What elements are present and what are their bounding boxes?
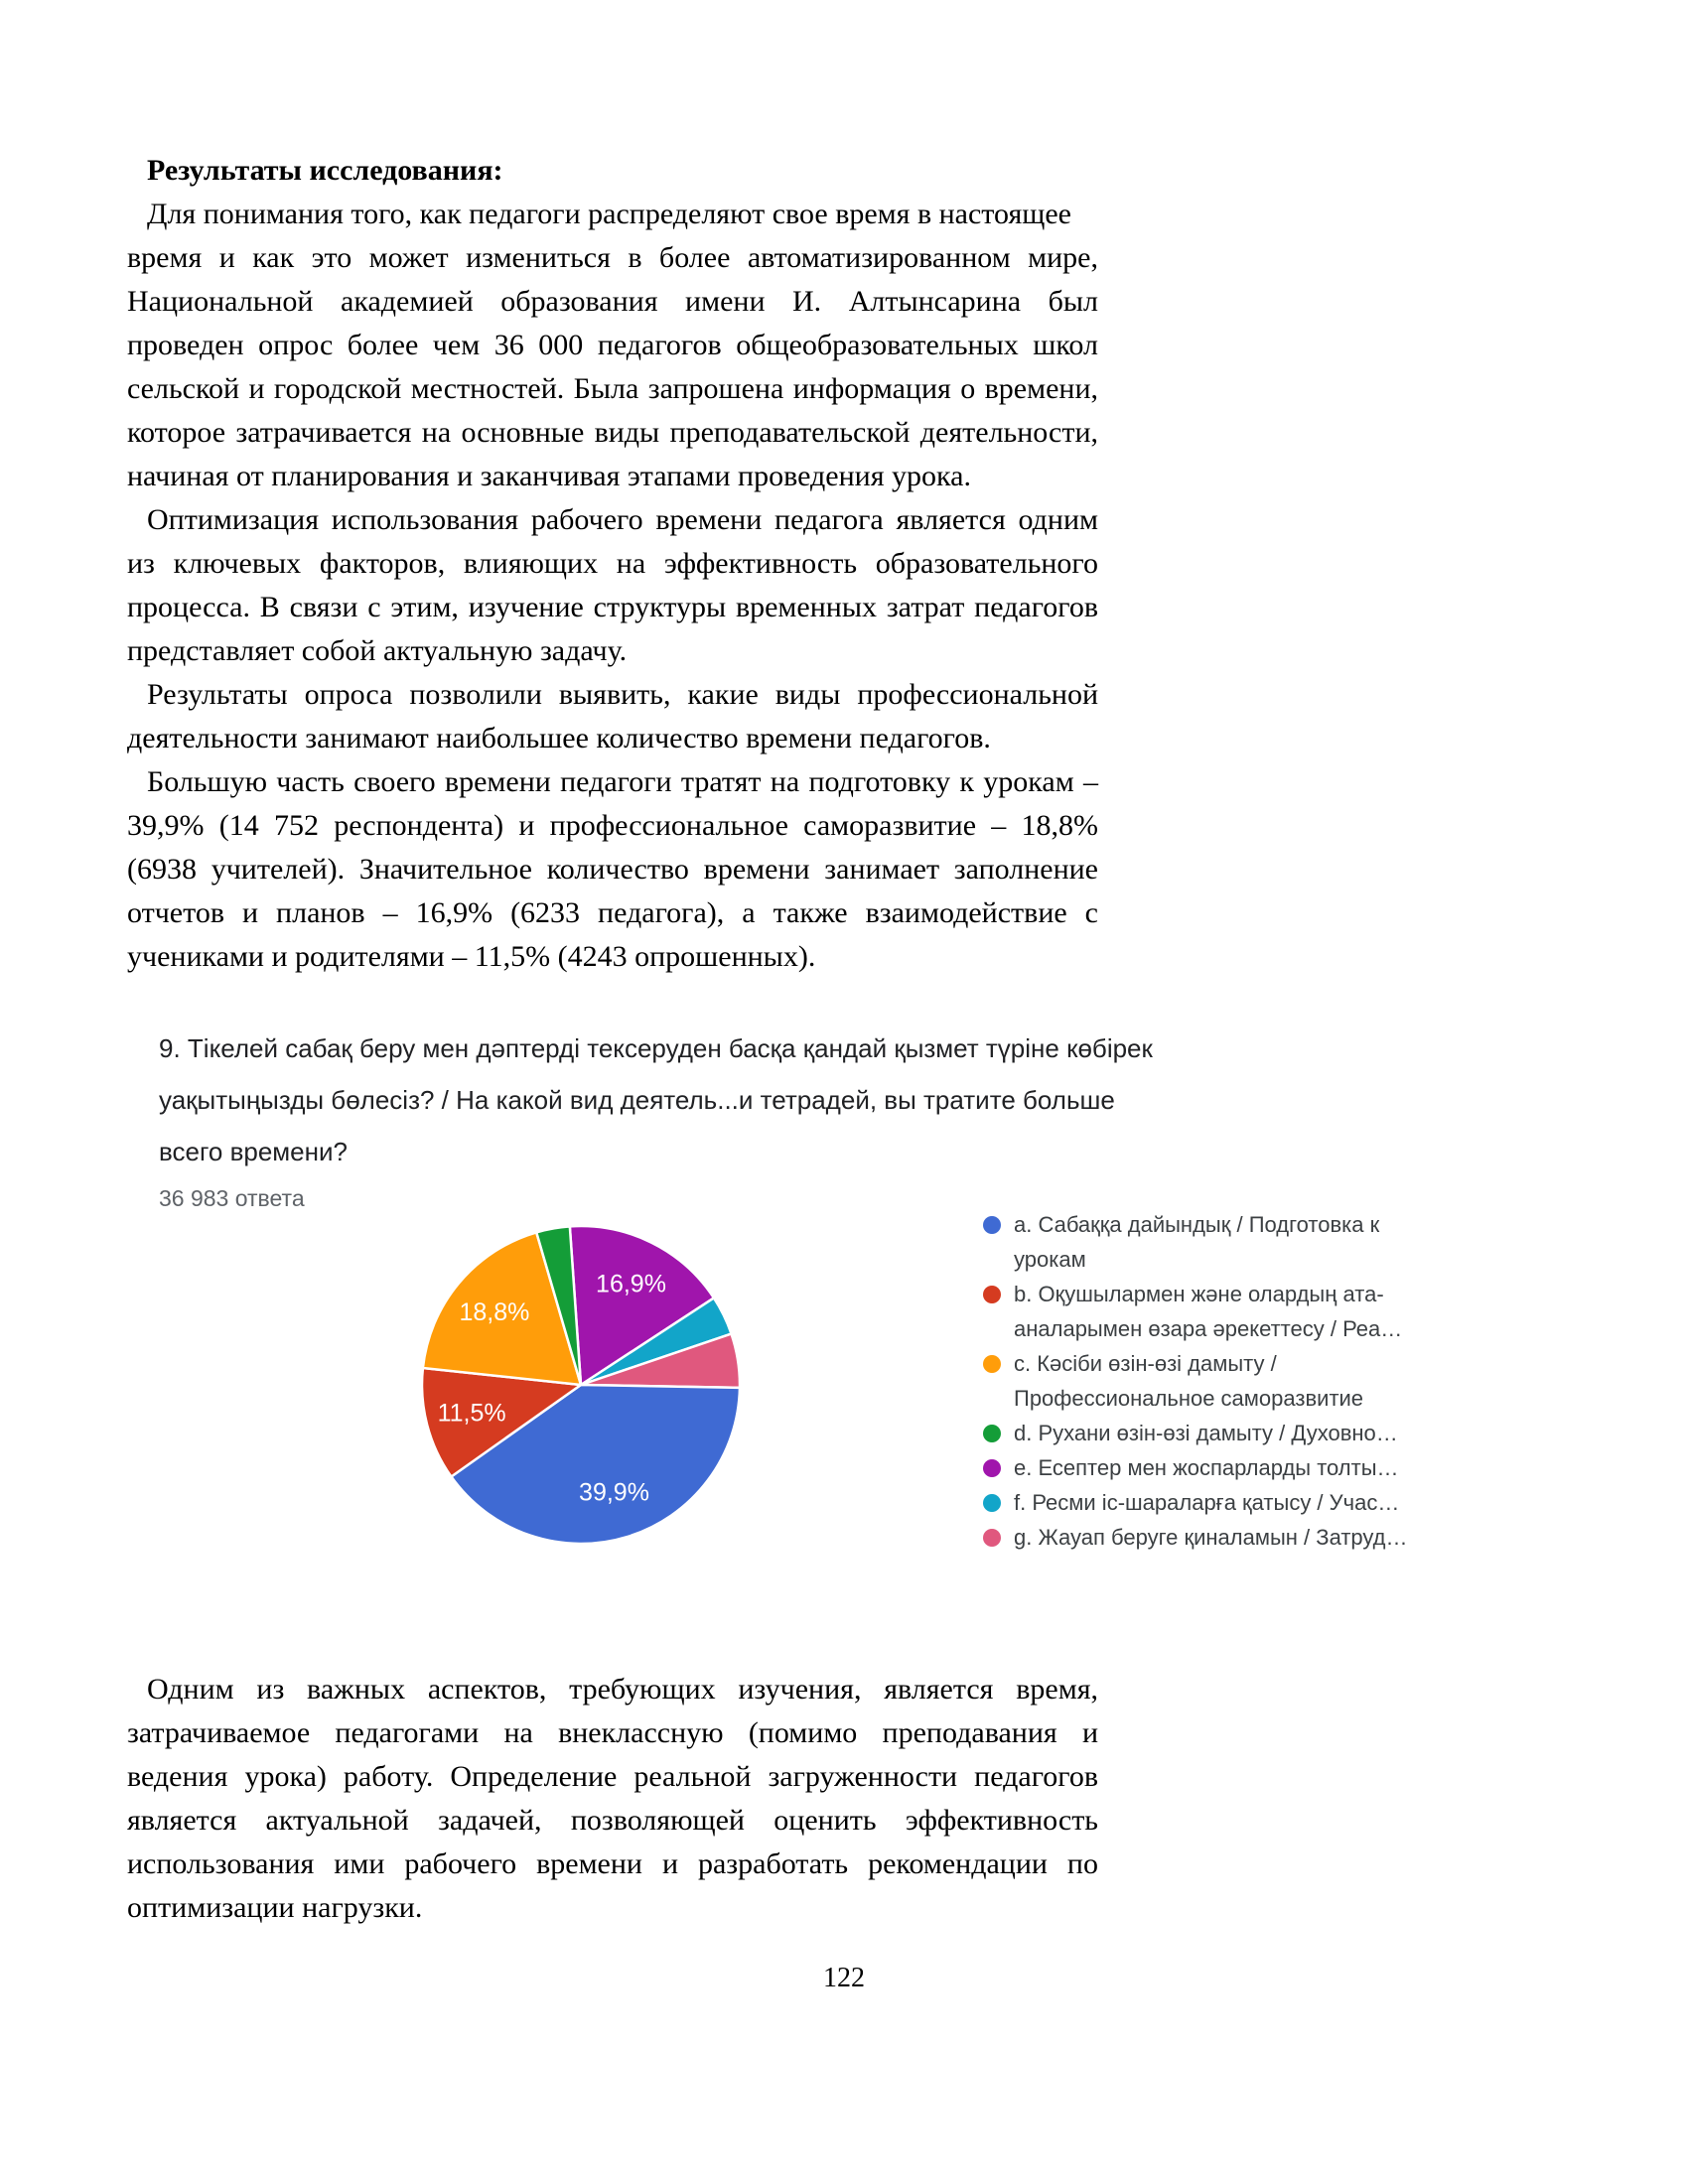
closing-paragraph: Одним из важных аспектов, требующих изучения, является время, затрачиваемое педагогами на внеклассную (помимо преподавания и ведения урока) работу. Определение реальной загруженности педагогов является актуальной задачей, позволяющей оценить эффективность использования ими рабочего времени и разработать рекомендации по оптимизации нагрузки. (127, 1673, 1098, 1924)
chart-question-title: 9. Тікелей сабақ беру мен дәптерді тексеруден басқа қандай қызмет түріне көбірек уақытыңызды бөлесіз? / На какой вид деятель...и тетрадей, вы тратите больше всего времени? (159, 1033, 1153, 1166)
section-heading: Результаты исследования: (147, 154, 503, 187)
legend-item (983, 1416, 1430, 1450)
legend-item (983, 1485, 1430, 1520)
paragraph: время и как это может измениться в более автоматизированном мире, Национальной академией образования имени И. Алтынсарина был проведен опрос более чем 36 000 педагогов общеобразовательных школ сельской и городской местностей. Была запрошена информация о времени, которое затрачивается на основные виды преподавательской деятельности, начиная от планирования и заканчивая этапами проведения урока. (127, 241, 1098, 492)
body-text-block (127, 149, 1098, 979)
legend-color-dot (983, 1425, 1001, 1442)
chart-response-count: 36 983 ответа (159, 1185, 305, 1211)
pie-slice-label: 39,9% (579, 1478, 649, 1507)
pie-slice-label: 11,5% (437, 1399, 506, 1428)
legend-color-dot (983, 1286, 1001, 1303)
legend-label: a. Сабаққа дайындық / Подготовка к урокам (1014, 1212, 1380, 1272)
legend-item (983, 1450, 1430, 1485)
pie-chart (412, 1216, 750, 1554)
survey-pie-chart-block (159, 1023, 1470, 1598)
paragraph: Результаты опроса позволили выявить, какие виды профессиональной деятельности занимают наибольшее количество времени педагогов. (127, 678, 1098, 754)
pie-slice-label: 18,8% (459, 1298, 530, 1327)
legend-label: c. Кәсіби өзін-өзі дамыту / Профессиональное саморазвитие (1014, 1351, 1364, 1411)
legend-label: e. Есептер мен жоспарларды толты… (1014, 1455, 1399, 1480)
pie-slice-label: 16,9% (596, 1270, 666, 1298)
legend-item (983, 1346, 1430, 1416)
legend-label: d. Рухани өзін-өзі дамыту / Духовно… (1014, 1421, 1398, 1445)
chart-legend (983, 1207, 1430, 1555)
legend-item (983, 1277, 1430, 1346)
legend-color-dot (983, 1494, 1001, 1512)
page-number: 122 (823, 1963, 865, 1993)
paragraph: Оптимизация использования рабочего времени педагога является одним из ключевых факторов, влияющих на эффективность образовательного процесса. В связи с этим, изучение структуры временных затрат педагогов представляет собой актуальную задачу. (127, 503, 1098, 667)
paragraphs-container (127, 193, 1098, 979)
legend-label: f. Ресми іс-шараларға қатысу / Учас… (1014, 1490, 1400, 1515)
legend-label: b. Оқушылармен және олардың ата-аналарымен өзара әрекеттесу / Реа… (1014, 1282, 1403, 1341)
legend-color-dot (983, 1459, 1001, 1477)
legend-item (983, 1520, 1430, 1555)
legend-color-dot (983, 1216, 1001, 1234)
paragraph: Для понимания того, как педагоги распределяют свое время в настоящее (147, 198, 1071, 230)
legend-label: g. Жауап беруге қиналамын / Затруд… (1014, 1525, 1408, 1550)
legend-item (983, 1207, 1430, 1277)
legend-color-dot (983, 1529, 1001, 1547)
legend-color-dot (983, 1355, 1001, 1373)
paragraph: Большую часть своего времени педагоги тратят на подготовку к урокам – 39,9% (14 752 респондента) и профессиональное саморазвитие – 18,8% (6938 учителей). Значительное количество времени занимает заполнение отчетов и планов – 16,9% (6233 педагога), а также взаимодействие с учениками и родителями – 11,5% (4243 опрошенных). (127, 765, 1098, 973)
